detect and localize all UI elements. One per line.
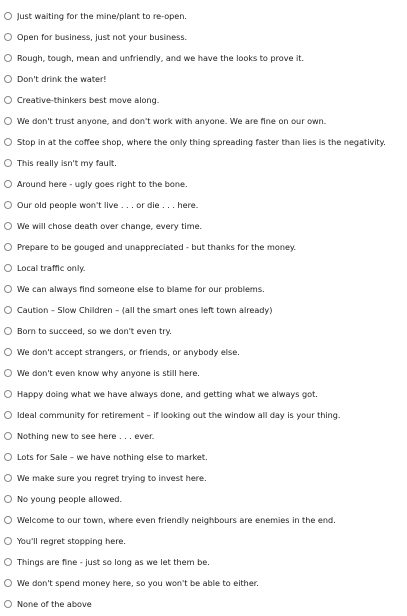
option-label: We will chose death over change, every time. [17, 220, 203, 231]
option-label: Creative-thinkers best move along. [17, 94, 160, 105]
radio-button[interactable] [4, 390, 12, 398]
radio-button[interactable] [4, 285, 12, 293]
option-label: Nothing new to see here . . . ever. [17, 430, 155, 441]
option-row-23[interactable] [0, 467, 407, 488]
option-label: We don't spend money here, so you won't be able to either. [17, 577, 259, 588]
option-label: We don't accept strangers, or friends, or anybody else. [17, 346, 240, 357]
radio-button[interactable] [4, 411, 12, 419]
option-row-27[interactable] [0, 551, 407, 572]
option-row-16[interactable] [0, 320, 407, 341]
option-row-20[interactable] [0, 404, 407, 425]
option-row-15[interactable] [0, 299, 407, 320]
option-label: You'll regret stopping here. [17, 535, 126, 546]
radio-button[interactable] [4, 306, 12, 314]
option-label: Open for business, just not your business. [17, 31, 188, 42]
option-label: We don't trust anyone, and don't work with anyone. We are fine on our own. [17, 115, 327, 126]
option-row-18[interactable] [0, 362, 407, 383]
option-label: Local traffic only. [17, 262, 86, 273]
option-label: Things are fine - just so long as we let them be. [17, 556, 210, 567]
radio-button[interactable] [4, 117, 12, 125]
option-label: Just waiting for the mine/plant to re-open. [17, 10, 187, 21]
option-row-22[interactable] [0, 446, 407, 467]
radio-button[interactable] [4, 327, 12, 335]
radio-button[interactable] [4, 348, 12, 356]
option-row-12[interactable] [0, 236, 407, 257]
option-label: We make sure you regret trying to invest here. [17, 472, 207, 483]
radio-button[interactable] [4, 369, 12, 377]
option-row-14[interactable] [0, 278, 407, 299]
radio-button[interactable] [4, 264, 12, 272]
option-row-2[interactable] [0, 26, 407, 47]
radio-button[interactable] [4, 12, 12, 20]
option-row-7[interactable] [0, 131, 407, 152]
option-label: Lots for Sale – we have nothing else to market. [17, 451, 208, 462]
radio-button[interactable] [4, 432, 12, 440]
option-row-8[interactable] [0, 152, 407, 173]
option-label: Happy doing what we have always done, and getting what we always got. [17, 388, 318, 399]
radio-button[interactable] [4, 222, 12, 230]
radio-button[interactable] [4, 75, 12, 83]
option-row-29[interactable] [0, 593, 407, 614]
radio-button[interactable] [4, 474, 12, 482]
option-label: Caution – Slow Children – (all the smart ones left town already) [17, 304, 273, 315]
option-label: Our old people won't live . . . or die . . . here. [17, 199, 199, 210]
option-row-13[interactable] [0, 257, 407, 278]
option-label: None of the above [17, 598, 92, 609]
option-label: Welcome to our town, where even friendly neighbours are enemies in the end. [17, 514, 336, 525]
option-row-10[interactable] [0, 194, 407, 215]
option-label: Around here - ugly goes right to the bone. [17, 178, 188, 189]
radio-button[interactable] [4, 33, 12, 41]
option-row-5[interactable] [0, 89, 407, 110]
radio-button[interactable] [4, 495, 12, 503]
option-label: Rough, tough, mean and unfriendly, and we have the looks to prove it. [17, 52, 305, 63]
radio-button[interactable] [4, 453, 12, 461]
option-row-3[interactable] [0, 47, 407, 68]
option-row-11[interactable] [0, 215, 407, 236]
option-row-26[interactable] [0, 530, 407, 551]
option-row-24[interactable] [0, 488, 407, 509]
option-row-1[interactable] [0, 5, 407, 26]
option-row-4[interactable] [0, 68, 407, 89]
option-row-6[interactable] [0, 110, 407, 131]
option-row-19[interactable] [0, 383, 407, 404]
option-label: Ideal community for retirement – if looking out the window all day is your thing. [17, 409, 341, 420]
radio-button[interactable] [4, 138, 12, 146]
option-row-25[interactable] [0, 509, 407, 530]
option-label: Don't drink the water! [17, 73, 107, 84]
radio-button[interactable] [4, 96, 12, 104]
radio-button[interactable] [4, 600, 12, 608]
radio-button[interactable] [4, 54, 12, 62]
radio-button[interactable] [4, 243, 12, 251]
option-label: Prepare to be gouged and unappreciated - but thanks for the money. [17, 241, 297, 252]
option-label: Stop in at the coffee shop, where the only thing spreading faster than lies is the negativity. [17, 136, 386, 147]
option-row-21[interactable] [0, 425, 407, 446]
option-label: We can always find someone else to blame for our problems. [17, 283, 265, 294]
radio-button[interactable] [4, 579, 12, 587]
radio-button[interactable] [4, 201, 12, 209]
option-label: We don't even know why anyone is still here. [17, 367, 200, 378]
radio-button[interactable] [4, 180, 12, 188]
radio-button[interactable] [4, 537, 12, 545]
option-label: Born to succeed, so we don't even try. [17, 325, 172, 336]
radio-button[interactable] [4, 558, 12, 566]
radio-button[interactable] [4, 516, 12, 524]
radio-button[interactable] [4, 159, 12, 167]
option-label: This really isn't my fault. [17, 157, 117, 168]
option-row-28[interactable] [0, 572, 407, 593]
option-row-17[interactable] [0, 341, 407, 362]
option-label: No young people allowed. [17, 493, 123, 504]
option-row-9[interactable] [0, 173, 407, 194]
